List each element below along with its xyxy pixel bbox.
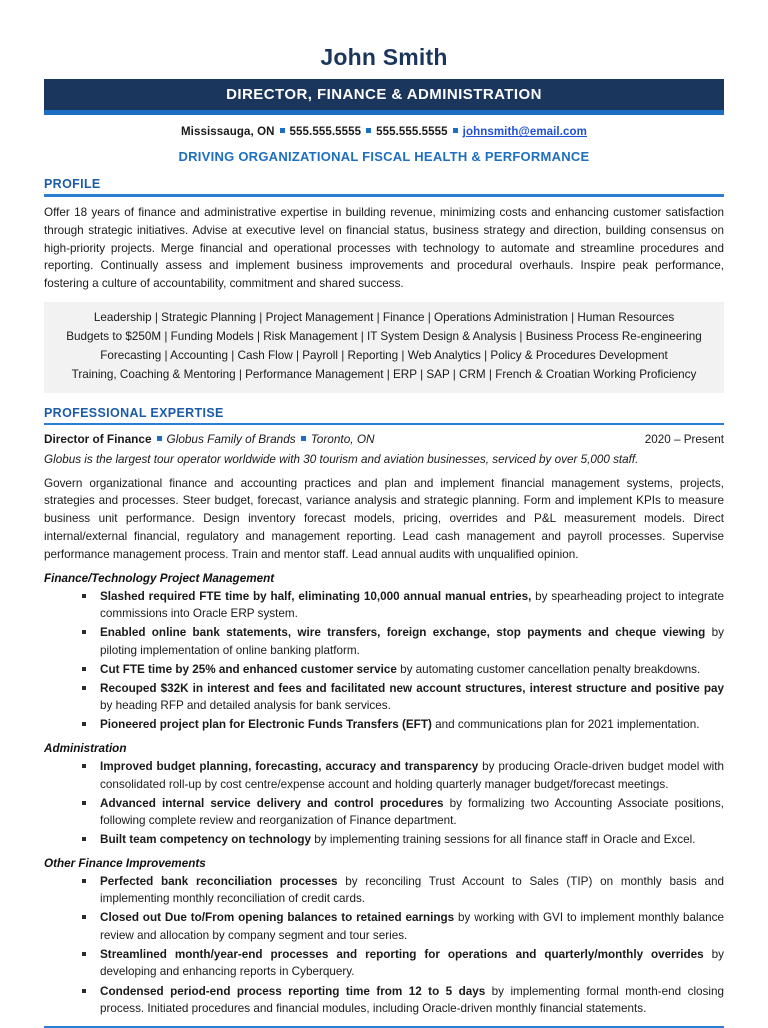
contact-phone-2: 555.555.5555 bbox=[376, 126, 448, 139]
bullet-item bbox=[80, 983, 724, 1018]
bullet-detail: by producing Oracle-driven budget model with consolidated roll-up by cost centre/expense account and holding quarterly manager budget/forecast meetings. bbox=[100, 759, 725, 791]
job-title-banner: DIRECTOR, FINANCE & ADMINISTRATION bbox=[44, 79, 724, 110]
group-heading: Administration bbox=[44, 741, 127, 755]
bullet-detail: by spearheading project to integrate commissions into Oracle ERP system. bbox=[100, 589, 724, 621]
bullet-highlight: Condensed period-end process reporting time from 12 to 5 days bbox=[100, 984, 486, 998]
bullet-highlight: Pioneered project plan for Electronic Funds Transfers (EFT) bbox=[100, 718, 432, 732]
headline-tagline: DRIVING ORGANIZATIONAL FISCAL HEALTH & PERFORMANCE bbox=[178, 149, 590, 165]
bullet-item bbox=[80, 588, 724, 623]
bullet-item bbox=[80, 758, 724, 793]
bullet-detail: by working with GVI to implement monthly balance review and allocation by company segment and tour series. bbox=[100, 911, 724, 942]
contact-location: Mississauga, ON bbox=[181, 126, 275, 139]
bullet-item bbox=[80, 680, 724, 715]
experience-section-rule bbox=[44, 423, 724, 426]
bullet-item bbox=[80, 795, 724, 830]
bullet-highlight: Closed out Due to/From opening balances to retained earnings bbox=[100, 911, 455, 925]
bullet-highlight: Enabled online bank statements, wire transfers, foreign exchange, stop payments and cheque viewing bbox=[100, 626, 706, 640]
separator-square-icon bbox=[157, 436, 162, 441]
group-heading: Other Finance Improvements bbox=[44, 856, 206, 870]
bullet-highlight: Cut FTE time by 25% and enhanced customer service bbox=[100, 662, 397, 676]
competency-line: Budgets to $250M | Funding Models | Risk Management | IT System Design & Analysis | Business Process Re-engineering bbox=[66, 329, 702, 343]
group-heading: Finance/Technology Project Management bbox=[44, 571, 275, 585]
job-title: Director of Finance bbox=[44, 432, 152, 447]
candidate-name: John Smith bbox=[320, 44, 448, 70]
bullet-highlight: Improved budget planning, forecasting, accuracy and transparency bbox=[100, 759, 479, 773]
achievement-group bbox=[44, 742, 724, 849]
bullet-item bbox=[80, 661, 724, 679]
job-header-row bbox=[44, 432, 724, 446]
separator-square-icon bbox=[301, 436, 306, 441]
achievement-group bbox=[44, 857, 724, 1018]
bullet-detail: by heading RFP and detailed analysis for bank services. bbox=[100, 699, 391, 713]
job-header-left bbox=[44, 432, 375, 446]
bullet-list bbox=[44, 588, 724, 734]
bullet-list bbox=[44, 873, 724, 1018]
bullet-item bbox=[80, 716, 724, 734]
company-description: Globus is the largest tour operator worldwide with 30 tourism and aviation businesses, serviced by over 5,000 staff. bbox=[44, 453, 639, 467]
separator-square-icon bbox=[280, 128, 285, 133]
bullet-highlight: Built team competency on technology bbox=[100, 833, 312, 847]
title-accent-bar bbox=[44, 110, 724, 115]
contact-email-link[interactable]: johnsmith@email.com bbox=[462, 126, 587, 139]
bullet-detail: by reconciling Trust Account to Sales (TIP) on monthly basis and implementing monthly reconciliation of credit cards. bbox=[100, 874, 724, 906]
achievement-groups bbox=[44, 572, 724, 1018]
separator-square-icon bbox=[453, 128, 458, 133]
contact-phone-1: 555.555.5555 bbox=[289, 126, 362, 139]
contact-line bbox=[44, 126, 724, 138]
bullet-item bbox=[80, 946, 724, 981]
competency-line: Leadership | Strategic Planning | Project Management | Finance | Operations Administration | Human Resources bbox=[93, 310, 675, 324]
separator-square-icon bbox=[366, 128, 371, 133]
bullet-highlight: Recouped $32K in interest and fees and facilitated new account structures, interest structure and positive pay bbox=[100, 681, 724, 695]
bullet-detail: by formalizing two Accounting Associate positions, following complete review and reorganization of Finance department. bbox=[100, 796, 724, 828]
bullet-highlight: Advanced internal service delivery and control procedures bbox=[100, 796, 444, 810]
job-dates: 2020 – Present bbox=[644, 433, 724, 447]
bullet-highlight: Perfected bank reconciliation processes bbox=[100, 874, 338, 888]
job-company: Globus Family of Brands bbox=[166, 432, 296, 447]
bullet-detail: by piloting implementation of online banking platform. bbox=[100, 626, 724, 657]
bullet-detail: by automating customer cancellation penalty breakdowns. bbox=[396, 662, 701, 676]
bullet-item bbox=[80, 831, 724, 849]
job-summary-paragraph: Govern organizational finance and accounting practices and plan and implement financial management systems, projects, strategies and processes. Steer budget, forecast, variance analysis and strategic planning. Form and implement KPIs to measure business unit performance. Design inventory forecast models, pricing, overrides and P&L measurement models. Direct internal/external financial, regulatory and management reporting. Lead cash management and payroll processes. Supervise performance management process. Train and mentor staff. Lead annual audits with unqualified opinion. bbox=[44, 476, 724, 561]
bullet-detail: and communications plan for 2021 implementation. bbox=[431, 718, 700, 732]
competency-line: Training, Coaching & Mentoring | Performance Management | ERP | SAP | CRM | French & Croatian Working Proficiency bbox=[71, 367, 697, 381]
bullet-item bbox=[80, 909, 724, 944]
bullet-detail: by implementing formal month-end closing process. Initiated procedures and financial modules, including Oracle-driven monthly financial statements. bbox=[100, 984, 724, 1016]
profile-section-rule bbox=[44, 194, 724, 197]
bullet-highlight: Streamlined month/year-end processes and reporting for operations and quarterly/monthly overrides bbox=[100, 947, 704, 961]
bullet-list bbox=[44, 758, 724, 849]
job-location: Toronto, ON bbox=[310, 432, 375, 447]
bullet-detail: by developing and enhancing reports in Cyberquery. bbox=[100, 947, 724, 979]
bullet-item bbox=[80, 624, 724, 659]
profile-section-heading: PROFILE bbox=[44, 177, 101, 192]
achievement-group bbox=[44, 572, 724, 734]
bullet-highlight: Slashed required FTE time by half, eliminating 10,000 annual manual entries, bbox=[100, 589, 532, 603]
bullet-item bbox=[80, 873, 724, 908]
core-competencies-box bbox=[44, 302, 724, 393]
experience-section-heading: PROFESSIONAL EXPERTISE bbox=[44, 405, 224, 420]
competency-line: Forecasting | Accounting | Cash Flow | Payroll | Reporting | Web Analytics | Policy & Procedures Development bbox=[100, 348, 668, 362]
bullet-detail: by implementing training sessions for all finance staff in Oracle and Excel. bbox=[311, 833, 696, 847]
profile-paragraph: Offer 18 years of finance and administrative expertise in building revenue, minimizing costs and enhancing customer satisfaction through strategic initiatives. Advise at executive level on financial status, business strategy and direction, building consensus on high-priority projects. Merge financial and operational processes with technology to automate and streamline procedures and reporting. Continually assess and implement business improvements and procedural overhauls. Inspire peak performance, fostering a culture of accountability, commitment and shared success. bbox=[44, 205, 724, 291]
